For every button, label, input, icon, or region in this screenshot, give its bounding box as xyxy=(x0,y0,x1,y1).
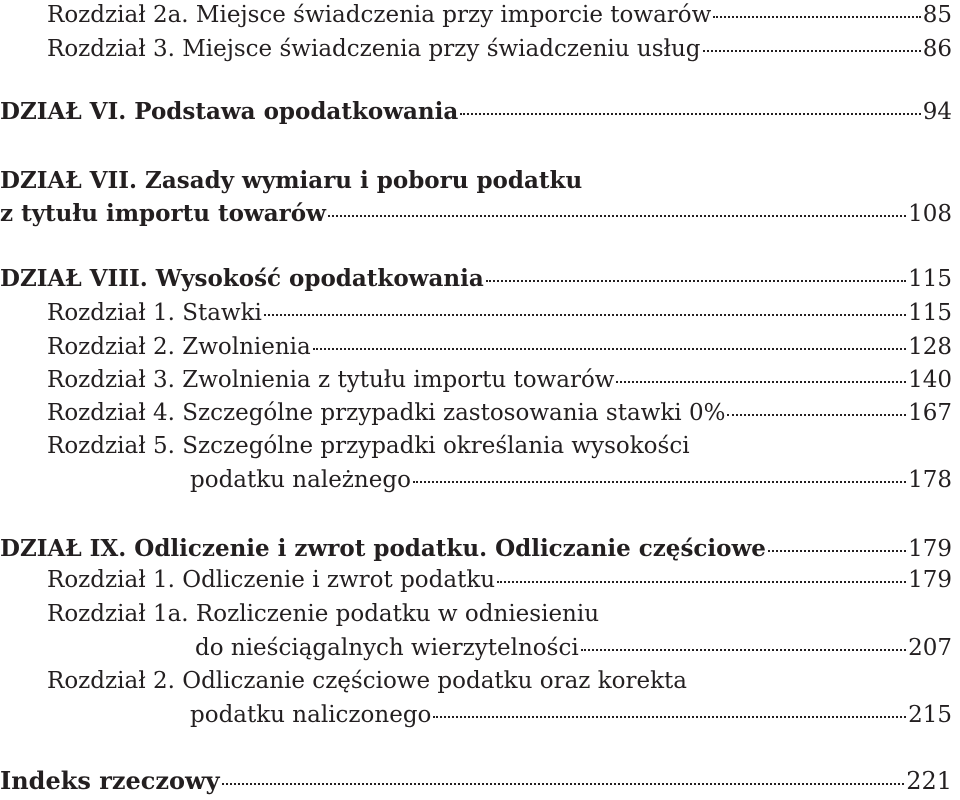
toc-entry-dzial-vii-line-1 xyxy=(0,169,952,192)
toc-entry-title: Indeks rzeczowy xyxy=(0,766,220,795)
dot-leader xyxy=(581,649,906,651)
toc-entry-dzial-vi xyxy=(0,100,952,124)
dot-leader xyxy=(768,550,906,552)
toc-entry-title: Rozdział 1. Odliczenie i zwrot podatku xyxy=(47,567,496,593)
dot-leader xyxy=(486,280,906,282)
toc-entry-title: Rozdział 4. Szczególne przypadki zastosowania stawki 0% xyxy=(47,400,726,426)
toc-page-number: 179 xyxy=(908,536,952,562)
toc-page-number: 86 xyxy=(922,36,952,62)
toc-entry-title: Rozdział 1. Stawki xyxy=(47,300,262,326)
toc-entry-title: DZIAŁ VI. Podstawa opodatkowania xyxy=(0,98,459,125)
dot-leader xyxy=(413,481,906,483)
dot-leader xyxy=(433,716,906,718)
toc-entry-title: podatku należnego xyxy=(190,467,411,493)
toc-page-number: 207 xyxy=(908,635,952,661)
dot-leader xyxy=(713,16,920,18)
toc-entry-title: Rozdział 2a. Miejsce świadczenia przy imporcie towarów xyxy=(47,2,712,28)
toc-entry-dzial-ix-rozdzial-1a xyxy=(195,637,952,660)
toc-entry-dzial-ix-rozdzial-2 xyxy=(190,704,952,727)
toc-page-number: 221 xyxy=(906,767,952,795)
toc-entry-dzial-ix-rozdzial-1a-line-1 xyxy=(47,603,952,626)
toc-page-number: 115 xyxy=(908,266,952,292)
toc-entry-dzial-viii xyxy=(0,267,952,291)
toc-entry-title: do nieściągalnych wierzytelności xyxy=(195,635,579,661)
toc-entry-title: Rozdział 5. Szczególne przypadki określania wysokości xyxy=(47,433,690,459)
toc-entry-title: DZIAŁ IX. Odliczenie i zwrot podatku. Odliczanie częściowe xyxy=(0,535,766,562)
toc-entry-title: DZIAŁ VII. Zasady wymiaru i poboru podatku xyxy=(0,167,583,194)
toc-entry-title: Rozdział 1a. Rozliczenie podatku w odniesieniu xyxy=(47,601,600,627)
toc-entry-dzial-ix-rozdzial-2-line-1 xyxy=(47,670,952,693)
dot-leader xyxy=(616,381,906,383)
toc-page-number: 94 xyxy=(922,99,952,125)
toc-entry-rozdzial-3 xyxy=(47,38,952,61)
dot-leader xyxy=(328,215,906,217)
dot-leader xyxy=(703,50,921,52)
dot-leader xyxy=(222,783,905,785)
dot-leader xyxy=(497,581,906,583)
toc-page-number: 128 xyxy=(908,334,952,360)
toc-entry-title: z tytułu importu towarów xyxy=(0,200,326,227)
toc-entry-title: Rozdział 2. Zwolnienia xyxy=(47,334,311,360)
dot-leader xyxy=(313,348,906,350)
toc-page-number: 140 xyxy=(908,367,952,393)
dot-leader xyxy=(727,414,906,416)
toc-entry-dzial-ix xyxy=(0,537,952,561)
toc-page-number: 115 xyxy=(908,300,952,326)
toc-entry-dzial-vii xyxy=(0,202,952,226)
toc-entry-title: Rozdział 3. Zwolnienia z tytułu importu towarów xyxy=(47,367,615,393)
toc-page-number: 167 xyxy=(908,400,952,426)
dot-leader xyxy=(264,314,906,316)
toc-page-number: 85 xyxy=(922,2,952,28)
toc-page-number: 215 xyxy=(908,702,952,728)
toc-page-number: 178 xyxy=(908,467,952,493)
toc-page-number: 108 xyxy=(908,201,952,227)
toc-entry-dzial-ix-rozdzial-1 xyxy=(47,569,952,592)
toc-entry-dzial-viii-rozdzial-2 xyxy=(47,336,952,359)
dot-leader xyxy=(460,113,920,115)
toc-entry-title: Rozdział 3. Miejsce świadczenia przy świadczeniu usług xyxy=(47,36,701,62)
toc-entry-title: DZIAŁ VIII. Wysokość opodatkowania xyxy=(0,265,484,292)
toc-page-number: 179 xyxy=(908,567,952,593)
toc-entry-title: podatku naliczonego xyxy=(190,702,432,728)
toc-entry-dzial-viii-rozdzial-3 xyxy=(47,369,952,392)
toc-entry-dzial-viii-rozdzial-5-line-1 xyxy=(47,435,952,458)
toc-entry-indeks-rzeczowy xyxy=(0,766,952,795)
toc-entry-dzial-viii-rozdzial-5 xyxy=(190,469,952,492)
toc-entry-dzial-viii-rozdzial-4 xyxy=(47,402,952,425)
toc-entry-title: Rozdział 2. Odliczanie częściowe podatku oraz korekta xyxy=(47,668,687,694)
toc-entry-rozdzial-2a xyxy=(47,4,952,27)
toc-entry-dzial-viii-rozdzial-1 xyxy=(47,302,952,325)
